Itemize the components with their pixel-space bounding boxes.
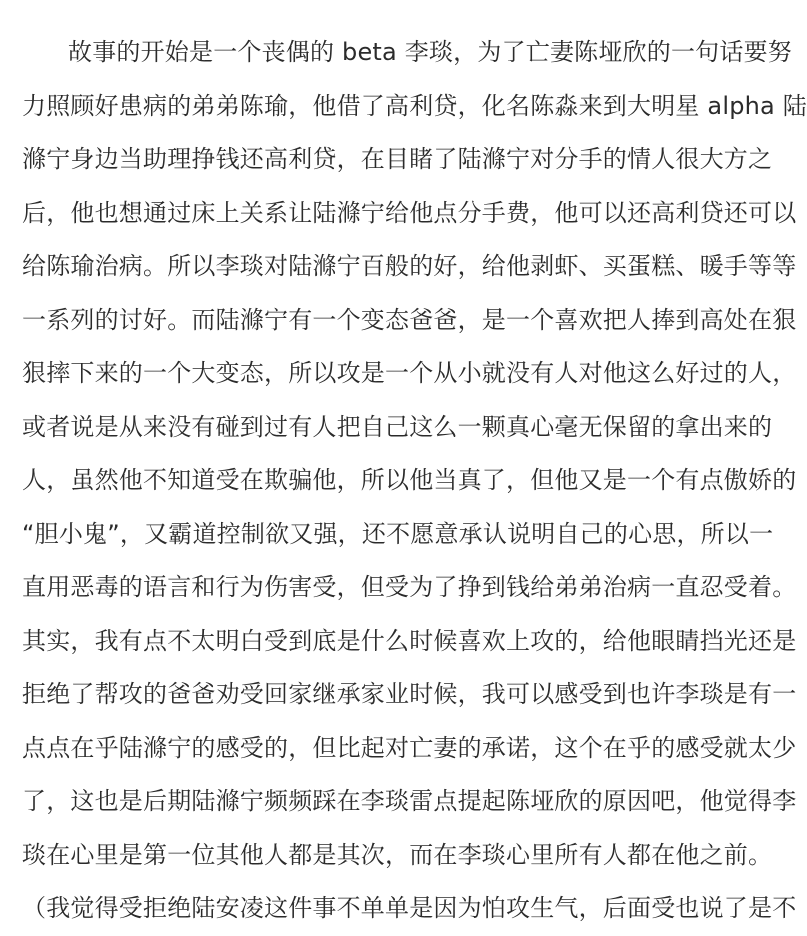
text-line-5: 给陈瑜治病。所以李琰对陆滌宁百般的好，给他剥虾、买蛋糕、暖手等等 <box>22 252 797 280</box>
text-line-8: 或者说是从来没有碰到过有人把自己这么一颗真心毫无保留的拿出来的 <box>22 412 773 441</box>
text-line-2: 力照顾好患病的弟弟陈瑜，他借了高利贷，化名陈淼来到大明星 alpha 陆 <box>22 91 807 120</box>
text-line-4: 后，他也想通过床上关系让陆滌宁给他点分手费，他可以还高利贷还可以 <box>22 198 797 227</box>
text-line-15: 了，这也是后期陆滌宁频频踩在李琰雷点提起陈垭欣的原因吧，他觉得李 <box>22 787 797 815</box>
text-line-10: “胆小鬼”，又霸道控制欲又强，还不愿意承认说明自己的心思，所以一 <box>22 519 774 548</box>
text-line-13: 拒绝了帮攻的爸爸劝受回家继承家业时候，我可以感受到也许李琰是有一 <box>22 680 797 708</box>
text-line-16: 琰在心里是第一位其他人都是其次，而在李琰心里所有人都在他之前。 <box>22 840 773 869</box>
text-line-14: 点点在乎陆滌宁的感受的，但比起对亡妻的承诺，这个在乎的感受就太少 <box>22 733 797 762</box>
text-line-11: 直用恶毒的语言和行为伤害受，但受为了挣到钱给弟弟治病一直忍受着。 <box>22 573 797 601</box>
text-line-9: 人，虽然他不知道受在欺骗他，所以他当真了，但他又是一个有点傲娇的 <box>22 466 797 494</box>
text-line-17: （我觉得受拒绝陆安凌这件事不单单是因为怕攻生气，后面受也说了是不 <box>22 894 797 922</box>
text-line-1: 故事的开始是一个丧偶的 beta 李琰，为了亡妻陈垭欣的一句话要努 <box>68 38 792 66</box>
text-line-6: 一系列的讨好。而陆滌宁有一个变态爸爸，是一个喜欢把人捧到高处在狠 <box>22 305 797 334</box>
article-body <box>22 26 807 936</box>
text-line-3: 滌宁身边当助理挣钱还高利贷，在目睹了陆滌宁对分手的情人很大方之 <box>22 145 773 173</box>
text-line-7: 狠摔下来的一个大变态，所以攻是一个从小就没有人对他这么好过的人， <box>22 359 797 387</box>
text-line-12: 其实，我有点不太明白受到底是什么时候喜欢上攻的，给他眼睛挡光还是 <box>22 626 797 655</box>
